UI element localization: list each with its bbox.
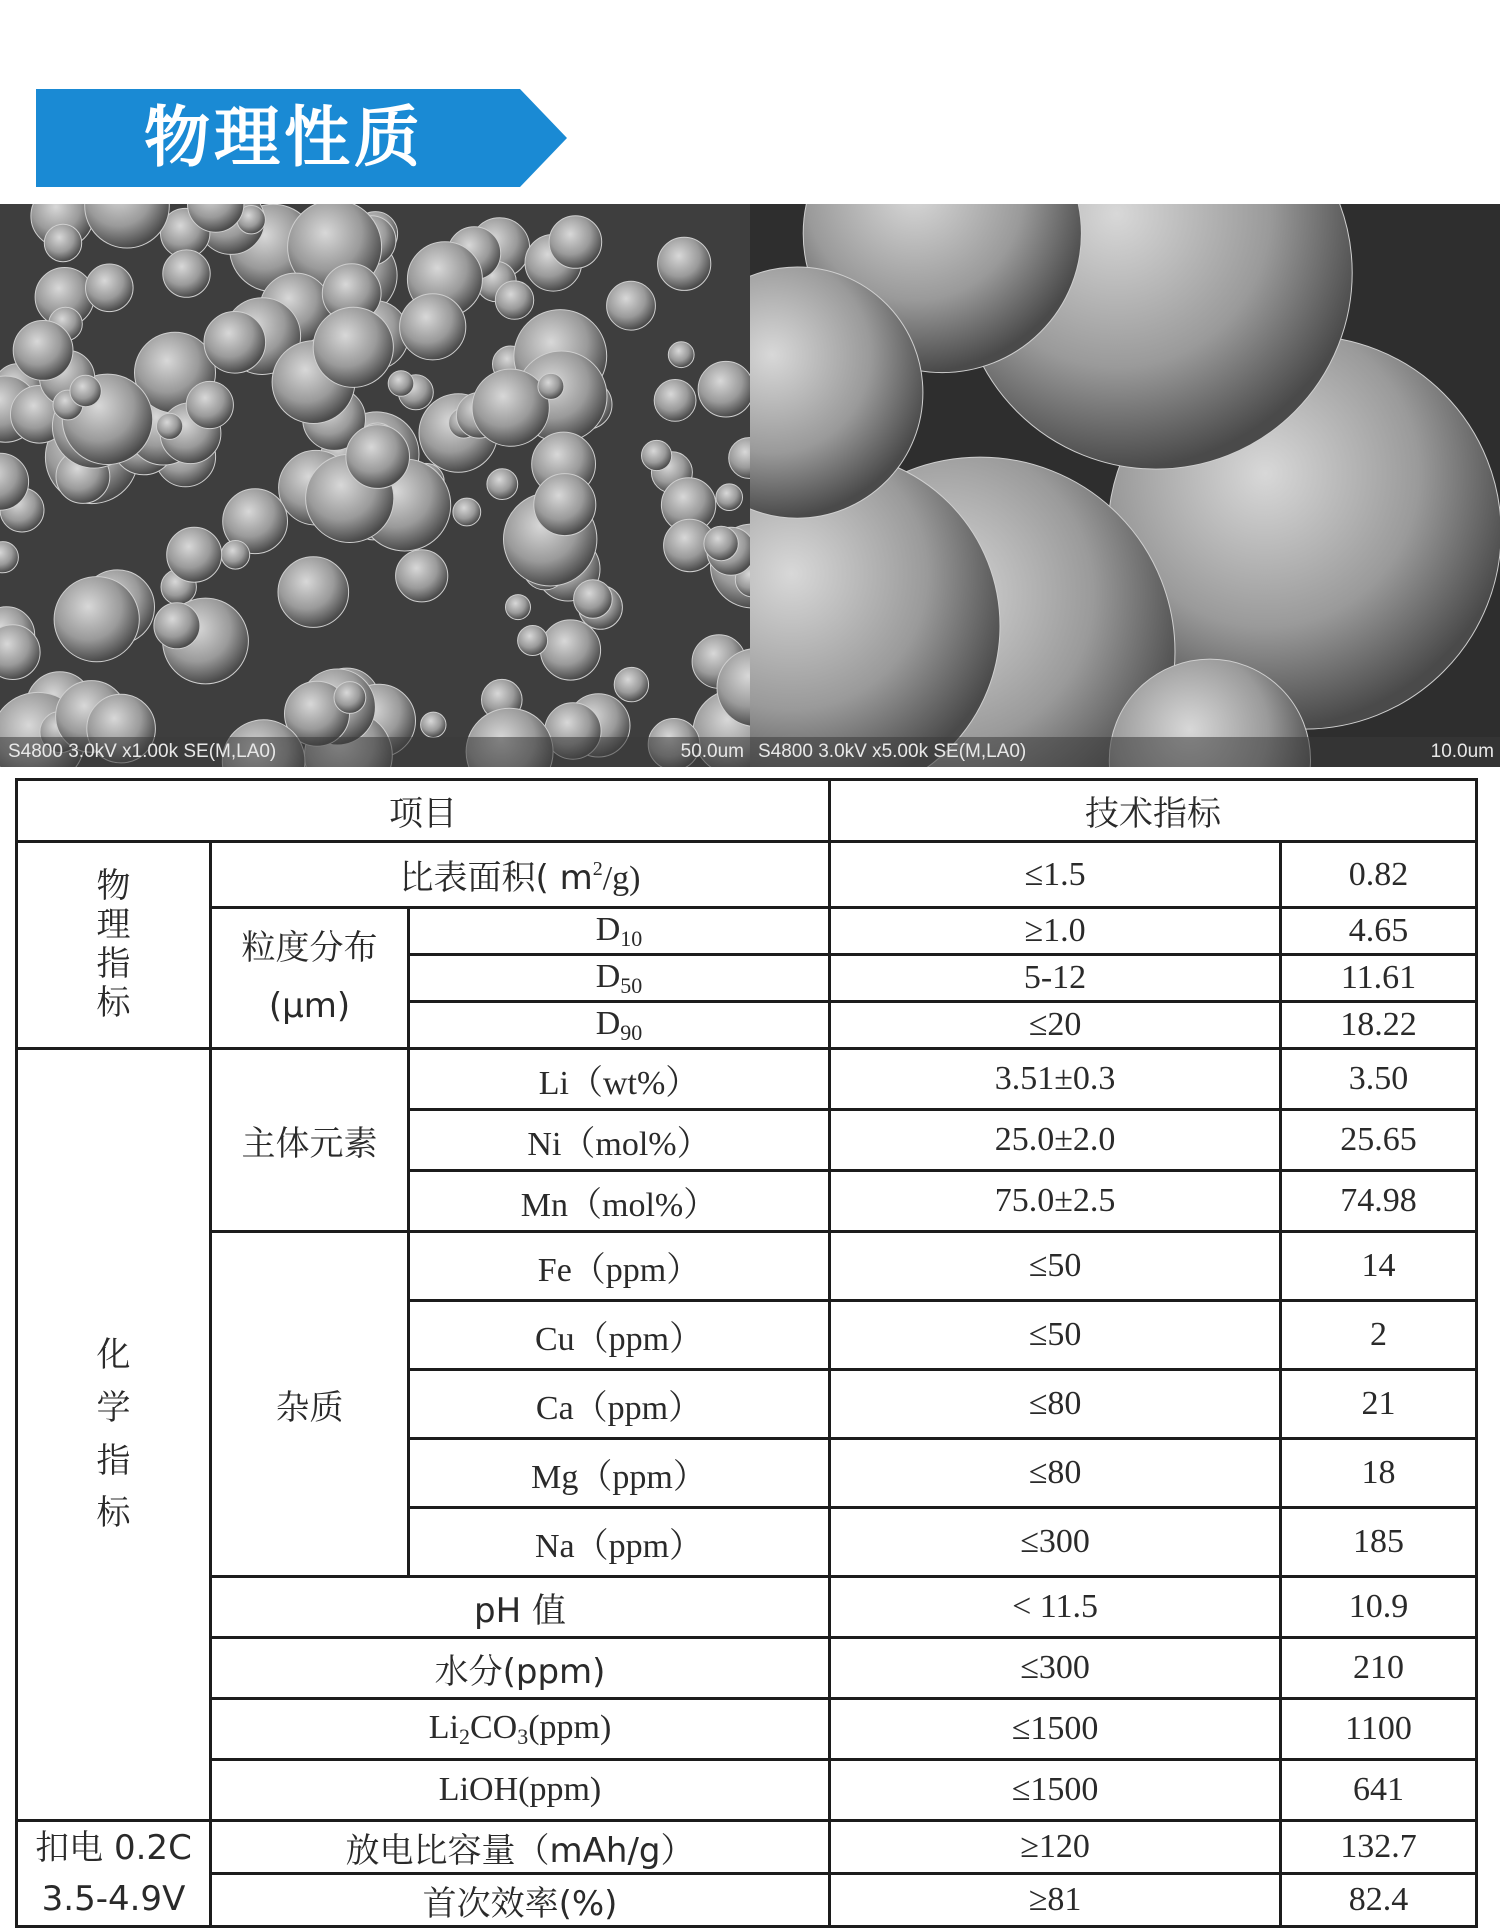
sem-particle — [698, 361, 750, 417]
sem-particle — [388, 371, 414, 397]
sem-particle — [495, 281, 533, 319]
na-label: Na（ppm） — [409, 1508, 830, 1577]
cu-value: 2 — [1281, 1301, 1477, 1370]
li2co3-value: 1100 — [1281, 1699, 1477, 1760]
sem-image-high-magnification — [750, 204, 1500, 767]
sem-particle — [396, 550, 448, 602]
fe-value: 14 — [1281, 1232, 1477, 1301]
sem-image-low-magnification — [0, 204, 750, 767]
cu-standard: ≤50 — [830, 1301, 1281, 1370]
sem-particle — [538, 373, 564, 399]
bet-value: 0.82 — [1281, 842, 1477, 908]
sem-particle — [453, 498, 481, 526]
fe-standard: ≤50 — [830, 1232, 1281, 1301]
sem-particle — [614, 667, 648, 701]
sem-right-texture — [750, 204, 1500, 767]
sem-particle — [186, 381, 233, 428]
d10-value: 4.65 — [1281, 908, 1477, 955]
li2co3-label: $Li_2CO_3(ppm)$ — [211, 1699, 830, 1760]
sem-particle — [668, 342, 694, 368]
sem-particle — [472, 369, 549, 446]
table-row — [17, 1874, 1477, 1927]
sem-particle — [704, 526, 738, 560]
sem-right-scale: 10.0um — [1430, 741, 1494, 762]
spec-table — [15, 778, 1478, 1928]
ca-standard: ≤80 — [830, 1370, 1281, 1439]
lioh-value: 641 — [1281, 1760, 1477, 1821]
sem-particle — [346, 425, 410, 489]
main-element-label: 主体元素 — [211, 1049, 409, 1232]
na-standard: ≤300 — [830, 1508, 1281, 1577]
sem-particle — [163, 250, 210, 297]
sem-particle — [13, 321, 73, 381]
d50-value: 11.61 — [1281, 955, 1477, 1002]
ni-standard: 25.0±2.0 — [830, 1110, 1281, 1171]
mn-value: 74.98 — [1281, 1171, 1477, 1232]
lioh-label: LiOH(ppm) — [211, 1760, 830, 1821]
sem-particle — [658, 237, 711, 290]
moisture-standard: ≤300 — [830, 1638, 1281, 1699]
table-row — [17, 908, 1477, 955]
moisture-value: 210 — [1281, 1638, 1477, 1699]
group-coin-cell: 扣电 0.2C 3.5-4.9V — [17, 1821, 211, 1927]
capacity-value: 132.7 — [1281, 1821, 1477, 1874]
sem-right-caption: S4800 3.0kV x5.00k SE(M,LA0) — [758, 741, 1027, 762]
d90-standard: ≤20 — [830, 1002, 1281, 1049]
header-item: 项目 — [17, 780, 830, 842]
sem-particle — [221, 541, 250, 570]
table-row — [17, 1821, 1477, 1874]
sem-particle — [334, 682, 366, 714]
bet-standard: ≤1.5 — [830, 842, 1281, 908]
mg-standard: ≤80 — [830, 1439, 1281, 1508]
mg-value: 18 — [1281, 1439, 1477, 1508]
table-row — [17, 1699, 1477, 1760]
ph-standard: < 11.5 — [830, 1577, 1281, 1638]
sem-particle — [54, 577, 139, 662]
na-value: 185 — [1281, 1508, 1477, 1577]
sem-particle — [574, 580, 613, 619]
li2co3-standard: ≤1500 — [830, 1699, 1281, 1760]
sem-particle — [154, 603, 200, 649]
sem-particle — [70, 375, 101, 406]
d50-label: $D_{50}$ — [409, 955, 830, 1002]
mg-label: Mg（ppm） — [409, 1439, 830, 1508]
moisture-label: 水分(ppm) — [211, 1638, 830, 1699]
d50-standard: 5-12 — [830, 955, 1281, 1002]
mn-label: Mn（mol%） — [409, 1171, 830, 1232]
sem-particle — [487, 469, 518, 500]
li-value: 3.50 — [1281, 1049, 1477, 1110]
table-row — [17, 1049, 1477, 1110]
fe-label: Fe（ppm） — [409, 1232, 830, 1301]
sem-particle — [534, 474, 596, 536]
lioh-standard: ≤1500 — [830, 1760, 1281, 1821]
table-row — [17, 842, 1477, 908]
sem-left-caption: S4800 3.0kV x1.00k SE(M,LA0) — [8, 741, 277, 762]
sem-particle — [518, 626, 548, 656]
group-physical: 物 理 指 标 — [17, 842, 211, 1049]
sem-particle — [400, 294, 466, 360]
ni-value: 25.65 — [1281, 1110, 1477, 1171]
li-label: Li（wt%） — [409, 1049, 830, 1110]
ph-label: pH 值 — [211, 1577, 830, 1638]
table-header-row — [17, 780, 1477, 842]
sem-particle — [716, 484, 743, 511]
sem-left-scale: 50.0um — [680, 741, 744, 762]
sem-particle — [278, 557, 349, 628]
efficiency-standard: ≥81 — [830, 1874, 1281, 1927]
banner-title: 物理性质 — [144, 99, 424, 176]
sem-particle — [421, 712, 446, 737]
impurity-label: 杂质 — [211, 1232, 409, 1577]
capacity-label: 放电比容量（mAh/g） — [211, 1821, 830, 1874]
table-row — [17, 1232, 1477, 1301]
sem-particle — [607, 281, 656, 330]
sem-particle — [313, 307, 393, 387]
d90-value: 18.22 — [1281, 1002, 1477, 1049]
psd-label: 粒度分布 (μm) — [211, 908, 409, 1049]
efficiency-label: 首次效率(%) — [211, 1874, 830, 1927]
sem-particle — [167, 527, 222, 582]
cu-label: Cu（ppm） — [409, 1301, 830, 1370]
group-chemical: 化 学 指 标 — [17, 1049, 211, 1821]
d10-standard: ≥1.0 — [830, 908, 1281, 955]
sem-particle — [642, 440, 672, 470]
ni-label: Ni（mol%） — [409, 1110, 830, 1171]
sem-left-texture — [0, 204, 750, 767]
sem-particle — [204, 312, 266, 374]
ph-value: 10.9 — [1281, 1577, 1477, 1638]
capacity-standard: ≥120 — [830, 1821, 1281, 1874]
table-row — [17, 1638, 1477, 1699]
efficiency-value: 82.4 — [1281, 1874, 1477, 1927]
d10-label: $D_{10}$ — [409, 908, 830, 955]
sem-particle — [506, 595, 531, 620]
header-spec: 技术指标 — [830, 780, 1477, 842]
table-row — [17, 1760, 1477, 1821]
sem-particle — [654, 380, 696, 422]
sem-particle — [157, 413, 183, 439]
sem-particle — [44, 224, 81, 261]
ca-label: Ca（ppm） — [409, 1370, 830, 1439]
li-standard: 3.51±0.3 — [830, 1049, 1281, 1110]
bet-label: 比表面积( $m^2/g$) — [211, 842, 830, 908]
table-row — [17, 1577, 1477, 1638]
sem-particle — [86, 264, 134, 312]
ca-value: 21 — [1281, 1370, 1477, 1439]
section-banner — [36, 89, 567, 187]
mn-standard: 75.0±2.5 — [830, 1171, 1281, 1232]
sem-particle — [540, 620, 600, 680]
d90-label: $D_{90}$ — [409, 1002, 830, 1049]
sem-particle — [549, 216, 602, 269]
